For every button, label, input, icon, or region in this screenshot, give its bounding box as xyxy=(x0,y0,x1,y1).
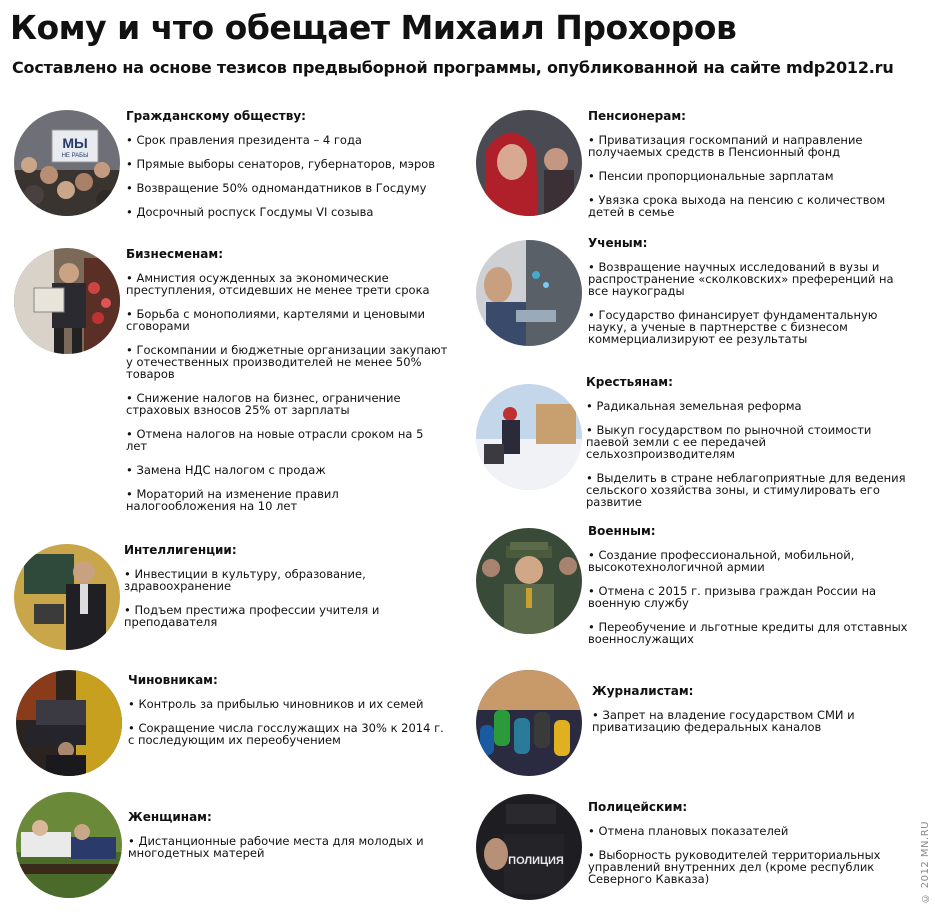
list-item: • Отмена с 2015 г. призыва граждан России на военную службу xyxy=(588,585,910,609)
military-photo xyxy=(476,528,582,634)
intelligentsia-text xyxy=(124,543,446,640)
section-heading: Бизнесменам: xyxy=(126,247,224,261)
list-item: • Борьба с монополиями, картелями и ценовыми сговорами xyxy=(126,308,448,332)
list-item: • Отмена налогов на новые отрасли сроком на 5 лет xyxy=(126,428,448,452)
list-item: • Мораторий на изменение правил налогообложения на 10 лет xyxy=(126,488,448,512)
women-text xyxy=(128,810,448,871)
section-heading: Гражданскому обществу: xyxy=(126,109,306,123)
list-item: • Пенсии пропорциональные зарплатам xyxy=(588,170,910,182)
section-heading: Крестьянам: xyxy=(586,375,673,389)
journalists-text xyxy=(592,684,912,745)
list-item: • Сокращение числа госслужащих на 30% к 2014 г. с последующим их переобучением xyxy=(128,722,448,746)
list-item: • Амнистия осужденных за экономические преступления, отсидевших не менее трети срока xyxy=(126,272,448,296)
list-item: • Срок правления президента – 4 года xyxy=(126,134,446,146)
copyright-credit: © 2012 MN.RU xyxy=(920,820,931,903)
military-text xyxy=(588,524,910,657)
list-item: • Досрочный роспуск Госдумы VI созыва xyxy=(126,206,446,218)
protest-sign-text: МЫ xyxy=(62,135,88,151)
protest-sign-small-text: НЕ РАБЫ xyxy=(61,153,89,159)
teacher-photo xyxy=(14,544,120,650)
list-item: • Увязка срока выхода на пенсию с количеством детей в семье xyxy=(588,194,910,218)
business-text xyxy=(126,247,448,524)
section-heading: Чиновникам: xyxy=(128,673,218,687)
police-text xyxy=(588,800,910,897)
protest-crowd-photo xyxy=(14,110,120,216)
list-item: • Запрет на владение государством СМИ и приватизацию федеральных каналов xyxy=(592,709,912,733)
list-item: • Дистанционные рабочие места для молодых и многодетных матерей xyxy=(128,835,448,859)
list-item: • Замена НДС налогом с продаж xyxy=(126,464,448,476)
section-heading: Полицейским: xyxy=(588,800,688,814)
list-item: • Переобучение и льготные кредиты для отставных военнослужащих xyxy=(588,621,910,645)
scientist-photo xyxy=(476,240,582,346)
section-heading: Пенсионерам: xyxy=(588,109,686,123)
list-item: • Инвестиции в культуру, образование, здравоохранение xyxy=(124,568,446,592)
list-item: • Прямые выборы сенаторов, губернаторов, мэров xyxy=(126,158,446,170)
civil-society-text xyxy=(126,109,446,230)
list-item: • Госкомпании и бюджетные организации закупают у отечественных производителей не менее 50% товаров xyxy=(126,344,448,380)
section-heading: Журналистам: xyxy=(592,684,694,698)
officials-text xyxy=(128,673,448,758)
list-item: • Приватизация госкомпаний и направление получаемых средств в Пенсионный фонд xyxy=(588,134,910,158)
list-item: • Снижение налогов на бизнес, ограничение страховых взносов 25% от зарплаты xyxy=(126,392,448,416)
list-item: • Выборность руководителей территориальных управлений внутренних дел (кроме республик Северного Кавказа) xyxy=(588,849,910,885)
section-heading: Ученым: xyxy=(588,236,648,250)
peasants-text xyxy=(586,375,908,520)
list-item: • Возвращение научных исследований в вузы и распространение «сколковских» преференций на все наукограды xyxy=(588,261,910,297)
list-item: • Радикальная земельная реформа xyxy=(586,400,908,412)
women-photo xyxy=(16,792,122,898)
peasant-photo xyxy=(476,384,582,490)
section-heading: Военным: xyxy=(588,524,656,538)
pensioners-text xyxy=(588,109,910,230)
list-item: • Контроль за прибылью чиновников и их семей xyxy=(128,698,448,710)
list-item: • Выкуп государством по рыночной стоимости паевой земли с ее передачей сельхозпроизводителям xyxy=(586,424,908,460)
list-item: • Создание профессиональной, мобильной, высокотехнологичной армии xyxy=(588,549,910,573)
police-photo xyxy=(476,794,582,900)
list-item: • Возвращение 50% одномандатников в Госдуму xyxy=(126,182,446,194)
section-heading: Интеллигенции: xyxy=(124,543,237,557)
list-item: • Выделить в стране неблагоприятные для ведения сельского хозяйства зоны, и стимулировать его развитие xyxy=(586,472,908,508)
journalists-microphones-photo xyxy=(476,670,582,776)
police-vest-text: ПОЛИЦИЯ xyxy=(508,855,564,867)
page-subtitle: Составлено на основе тезисов предвыборной программы, опубликованной на сайте mdp2012.ru xyxy=(12,58,894,77)
list-item: • Отмена плановых показателей xyxy=(588,825,910,837)
officials-photo xyxy=(16,670,122,776)
list-item: • Государство финансирует фундаментальную науку, а ученые в партнерстве с бизнесом коммерциализируют ее результаты xyxy=(588,309,910,345)
businessman-photo xyxy=(14,248,120,354)
scientists-text xyxy=(588,236,910,357)
section-heading: Женщинам: xyxy=(128,810,212,824)
pensioners-photo xyxy=(476,110,582,216)
page-title: Кому и что обещает Михаил Прохоров xyxy=(10,8,737,47)
list-item: • Подъем престижа профессии учителя и преподавателя xyxy=(124,604,446,628)
